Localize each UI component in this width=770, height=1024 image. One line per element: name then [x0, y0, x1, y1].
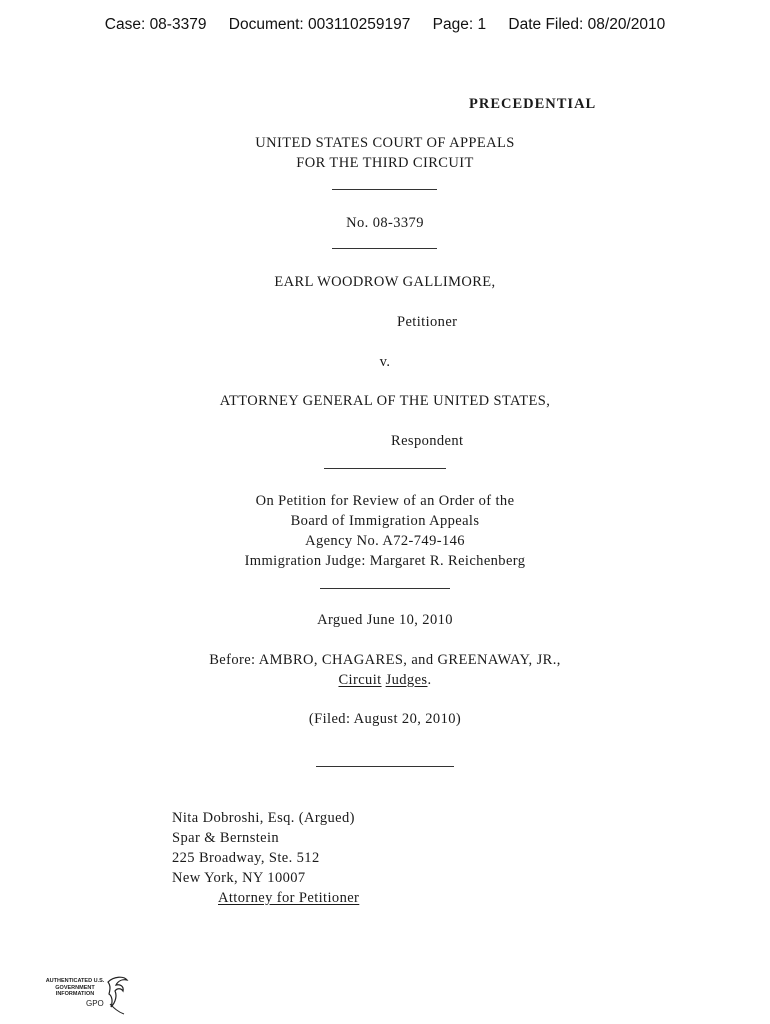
counsel-address: 225 Broadway, Ste. 512 — [172, 850, 320, 866]
gpo-label: GPO — [86, 999, 104, 1008]
petition-line2: Board of Immigration Appeals — [290, 513, 480, 529]
petition-line1: On Petition for Review of an Order of the — [255, 493, 515, 509]
counsel-role: Attorney for Petitioner — [218, 890, 360, 906]
before-judges: Before: AMBRO, CHAGARES, and GREENAWAY, JR., — [209, 652, 561, 668]
date-filed-header: Date Filed: 08/20/2010 — [508, 16, 666, 33]
divider — [332, 189, 437, 190]
circuit-word: Circuit — [338, 672, 382, 688]
circuit-judges — [0, 672, 770, 689]
counsel-name: Nita Dobroshi, Esq. (Argued) — [172, 810, 355, 826]
logo-text: AUTHENTICATED U.S. GOVERNMENT INFORMATION — [45, 978, 105, 997]
judges-word: Judges — [385, 672, 428, 688]
court-name-line1: UNITED STATES COURT OF APPEALS — [255, 135, 515, 151]
filed-date: (Filed: August 20, 2010) — [308, 711, 462, 727]
page-header — [0, 16, 770, 34]
eagle-icon — [104, 974, 130, 1016]
versus: v. — [379, 354, 391, 370]
case-number-header: Case: 08-3379 — [104, 16, 207, 33]
divider — [324, 468, 446, 469]
court-name-line2: FOR THE THIRD CIRCUIT — [296, 155, 474, 171]
precedential-label: PRECEDENTIAL — [469, 96, 597, 112]
petitioner-role: Petitioner — [397, 314, 458, 330]
gpo-authentication-logo — [44, 972, 136, 1018]
counsel-firm: Spar & Bernstein — [172, 830, 280, 846]
immigration-judge: Immigration Judge: Margaret R. Reichenberg — [244, 553, 526, 569]
petitioner-name: EARL WOODROW GALLIMORE, — [274, 274, 496, 290]
counsel-city: New York, NY 10007 — [172, 870, 306, 886]
period: . — [427, 672, 432, 688]
case-number: No. 08-3379 — [346, 215, 424, 231]
divider — [316, 766, 454, 767]
respondent-role: Respondent — [391, 433, 464, 449]
divider — [320, 588, 450, 589]
argued-date: Argued June 10, 2010 — [317, 612, 453, 628]
document-number-header: Document: 003110259197 — [228, 16, 411, 33]
respondent-name: ATTORNEY GENERAL OF THE UNITED STATES, — [219, 393, 551, 409]
page-number-header: Page: 1 — [432, 16, 487, 33]
divider — [332, 248, 437, 249]
agency-number: Agency No. A72-749-146 — [305, 533, 465, 549]
